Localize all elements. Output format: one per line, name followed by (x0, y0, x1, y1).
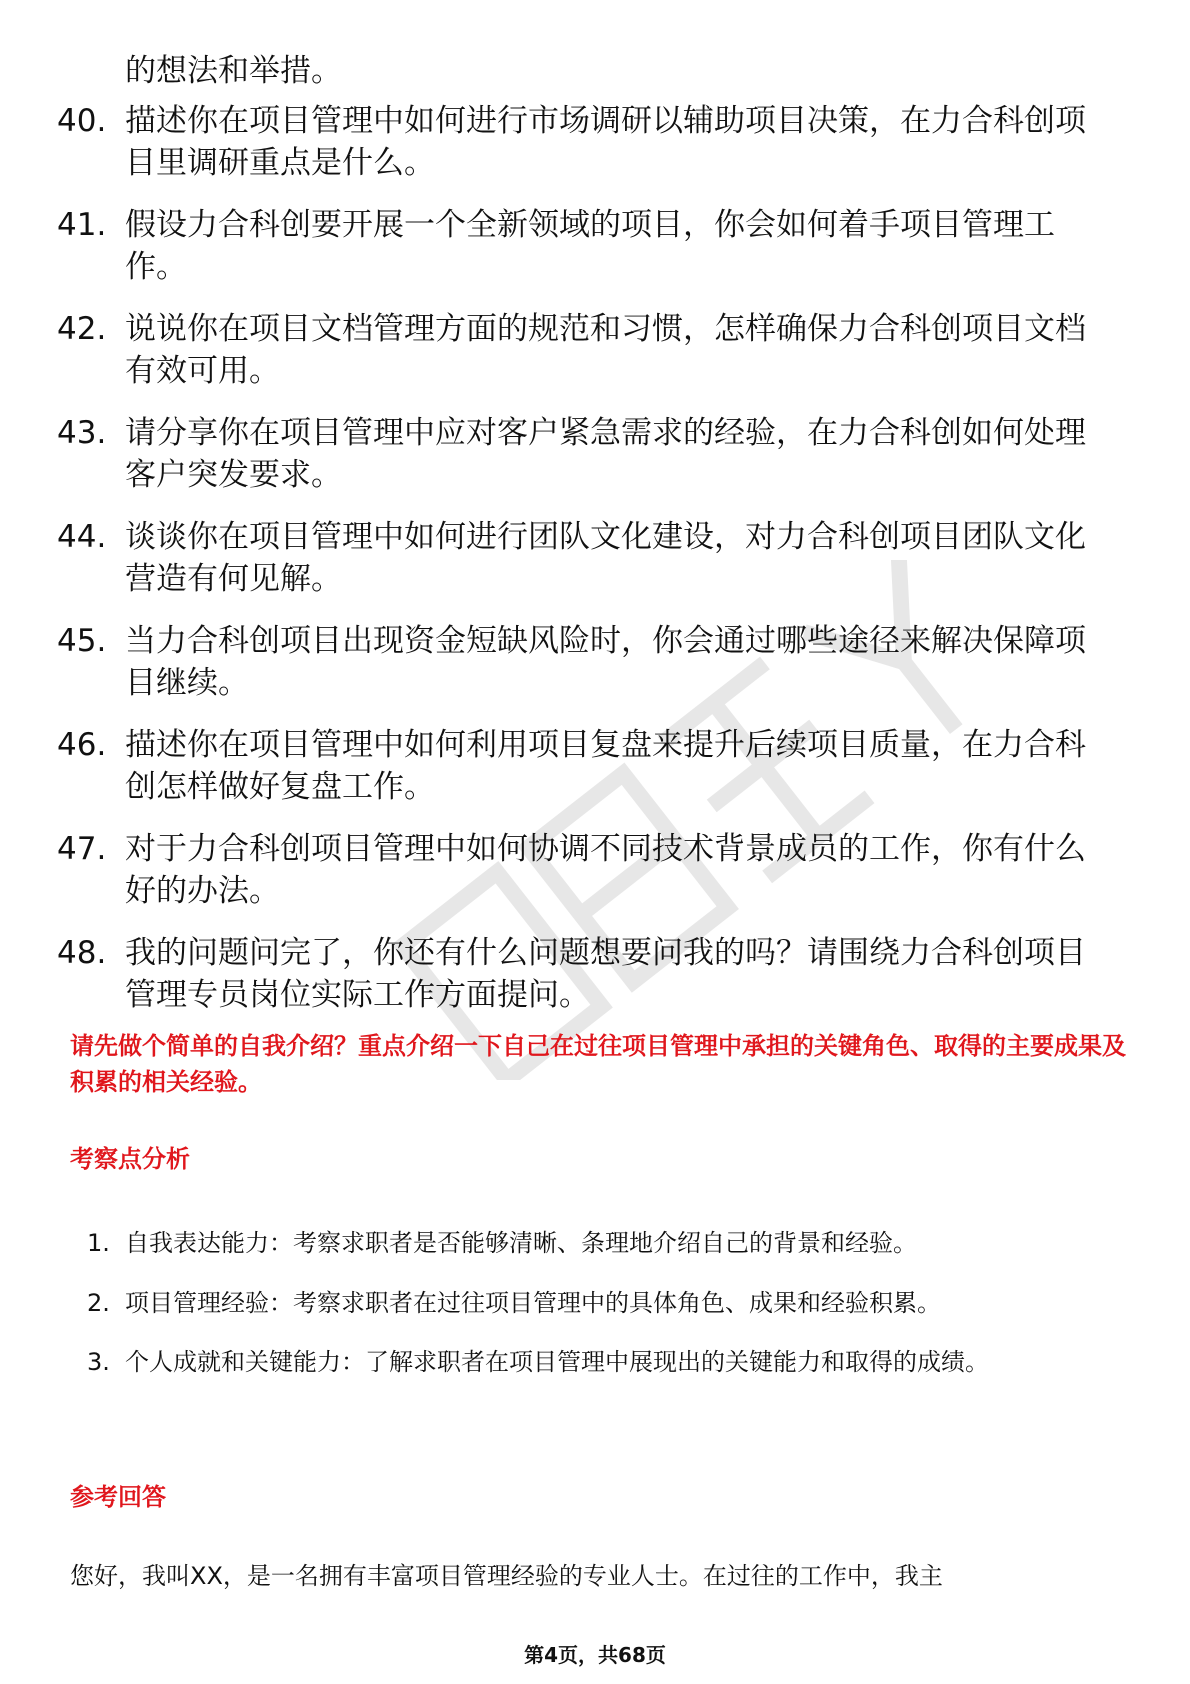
question-number: 45. (57, 623, 107, 659)
list-item (0, 932, 1190, 1036)
analysis-heading: 考察点分析 (70, 1145, 190, 1173)
analysis-text: 自我表达能力：考察求职者是否能够清晰、条理地介绍自己的背景和经验。 (125, 1229, 917, 1257)
list-item (0, 412, 1190, 516)
question-text: 谈谈你在项目管理中如何进行团队文化建设，对力合科创项目团队文化营造有何见解。 (125, 519, 1086, 597)
question-number: 48. (57, 935, 107, 971)
list-item (0, 1275, 1190, 1334)
page-footer: 第4页，共68页 (524, 1643, 666, 1667)
list-item (0, 100, 1190, 204)
question-number: 40. (57, 103, 107, 139)
question-number: 41. (57, 207, 107, 243)
question-text: 说说你在项目文档管理方面的规范和习惯，怎样确保力合科创项目文档有效可用。 (125, 311, 1086, 389)
question-text: 描述你在项目管理中如何利用项目复盘来提升后续项目质量，在力合科创怎样做好复盘工作。 (125, 727, 1086, 805)
question-text: 假设力合科创要开展一个全新领域的项目，你会如何着手项目管理工作。 (125, 207, 1055, 285)
analysis-text: 个人成就和关键能力：了解求职者在项目管理中展现出的关键能力和取得的成绩。 (125, 1348, 989, 1376)
list-item (0, 516, 1190, 620)
question-text: 描述你在项目管理中如何进行市场调研以辅助项目决策，在力合科创项目里调研重点是什么。 (125, 103, 1086, 181)
question-number: 46. (57, 727, 107, 763)
continuation-text: 的想法和举措。 (125, 53, 342, 89)
list-item (0, 724, 1190, 828)
question-text: 对于力合科创项目管理中如何协调不同技术背景成员的工作，你有什么好的办法。 (125, 831, 1086, 909)
question-number: 43. (57, 415, 107, 451)
analysis-number: 3. (87, 1348, 110, 1376)
analysis-number: 2. (87, 1289, 110, 1317)
answer-text: 您好，我叫XX，是一名拥有丰富项目管理经验的专业人士。在过往的工作中，我主 (70, 1562, 943, 1590)
list-item (0, 1215, 1190, 1275)
question-text: 我的问题问完了，你还有什么问题想要问我的吗？请围绕力合科创项目管理专员岗位实际工作方面提问。 (125, 935, 1086, 1013)
list-item (0, 620, 1190, 724)
question-number: 44. (57, 519, 107, 555)
question-text: 当力合科创项目出现资金短缺风险时，你会通过哪些途径来解决保障项目继续。 (125, 623, 1086, 701)
list-item (0, 828, 1190, 932)
list-item (0, 204, 1190, 308)
analysis-text: 项目管理经验：考察求职者在过往项目管理中的具体角色、成果和经验积累。 (125, 1289, 941, 1317)
analysis-number: 1. (87, 1229, 110, 1257)
list-item (0, 1334, 1190, 1446)
question-number: 42. (57, 311, 107, 347)
highlight-question: 请先做个简单的自我介绍？重点介绍一下自己在过往项目管理中承担的关键角色、取得的主要成果及积累的相关经验。 (70, 1032, 1126, 1096)
question-number: 47. (57, 831, 107, 867)
question-list (0, 100, 1190, 1036)
question-text: 请分享你在项目管理中应对客户紧急需求的经验，在力合科创如何处理客户突发要求。 (125, 415, 1086, 493)
answer-heading: 参考回答 (70, 1483, 166, 1511)
list-item (0, 308, 1190, 412)
analysis-list (0, 1215, 1190, 1446)
